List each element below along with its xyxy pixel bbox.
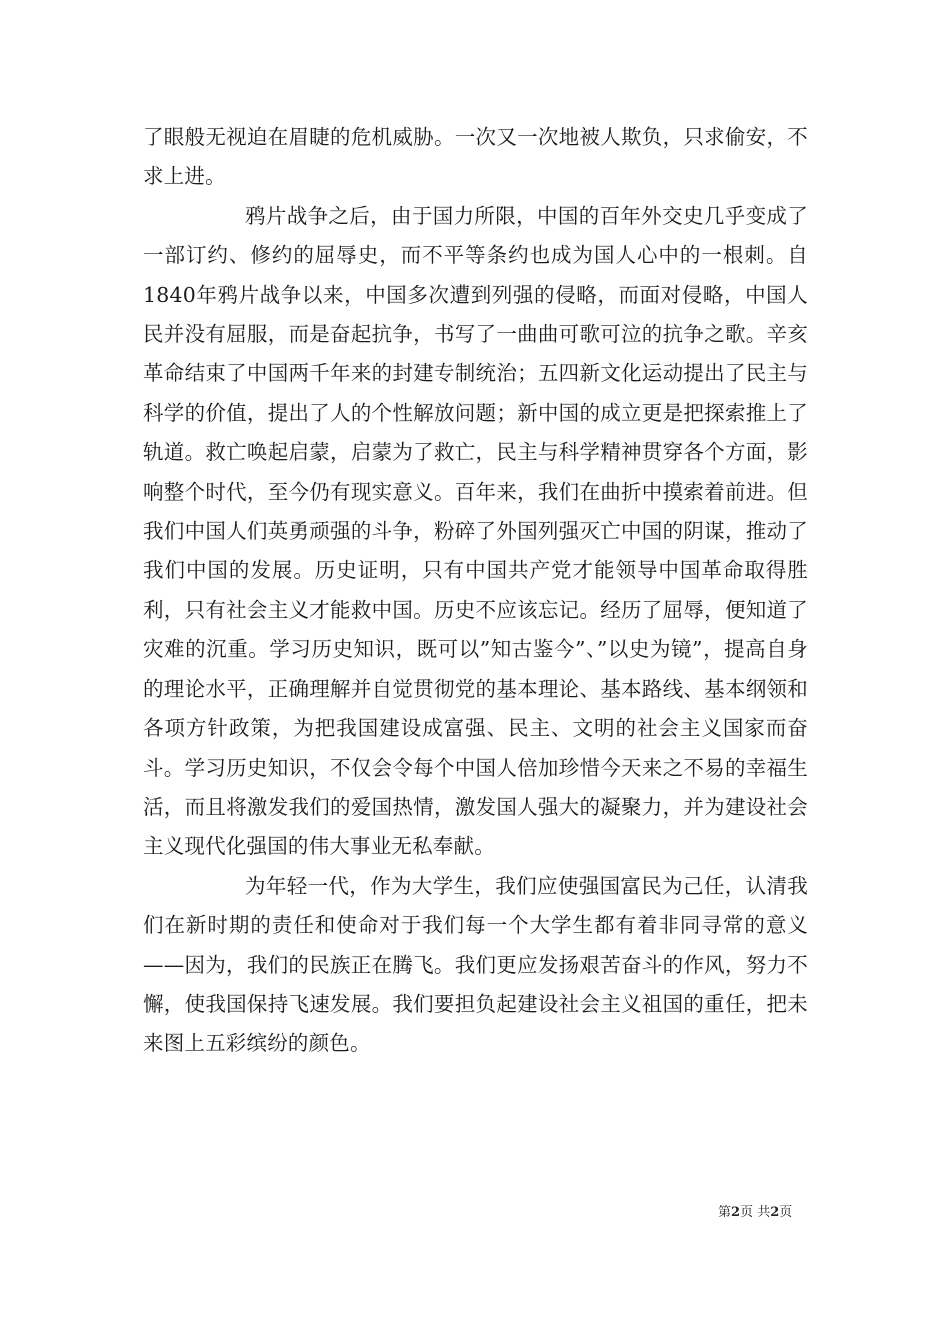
footer-prefix: 第 <box>718 1205 732 1220</box>
paragraph-2: 鸦片战争之后，由于国力所限，中国的百年外交史几乎变成了一部订约、修约的屈辱史，而不平等条约也成为国人心中的一根刺。自1840年鸦片战争以来，中国多次遭到列强的侵略，而面对侵略，中国人民并没有屈服，而是奋起抗争，书写了一曲曲可歌可泣的抗争之歌。辛亥革命结束了中国两千年来的封建专制统治；五四新文化运动提出了民主与科学的价值，提出了人的个性解放问题；新中国的成立更是把探索推上了轨道。救亡唤起启蒙，启蒙为了救亡，民主与科学精神贯穿各个方面，影响整个时代，至今仍有现实意义。百年来，我们在曲折中摸索着前进。但我们中国人们英勇顽强的斗争，粉碎了外国列强灭亡中国的阴谋，推动了我们中国的发展。历史证明，只有中国共产党才能领导中国革命取得胜利，只有社会主义才能救中国。历史不应该忘记。经历了屈辱，便知道了灾难的沉重。学习历史知识，既可以”知古鉴今”、”以史为镜”，提高自身的理论水平，正确理解并自觉贯彻党的基本理论、基本路线、基本纲领和各项方针政策，为把我国建设成富强、民主、文明的社会主义国家而奋斗。学习历史知识，不仅会令每个中国人倍加珍惜今天来之不易的幸福生活，而且将激发我们的爱国热情，激发国人强大的凝聚力，并为建设社会主义现代化强国的伟大事业无私奉献。 <box>143 203 808 859</box>
current-page-number: 2 <box>731 1205 741 1220</box>
total-page-number: 2 <box>770 1205 780 1220</box>
footer-suffix: 页 <box>779 1205 793 1220</box>
footer-middle: 页 共 <box>740 1205 771 1220</box>
paragraph-1: 了眼般无视迫在眉睫的危机威胁。一次又一次地被人欺负，只求偷安，不求上进。 <box>143 125 808 189</box>
body-text <box>143 118 808 1064</box>
paragraph-3: 为年轻一代，作为大学生，我们应使强国富民为己任，认清我们在新时期的责任和使命对于我们每一个大学生都有着非同寻常的意义——因为，我们的民族正在腾飞。我们更应发扬艰苦奋斗的作风，努力不懈，使我国保持飞速发展。我们要担负起建设社会主义祖国的重任，把未来图上五彩缤纷的颜色。 <box>143 873 808 1056</box>
page-footer <box>718 1201 792 1220</box>
